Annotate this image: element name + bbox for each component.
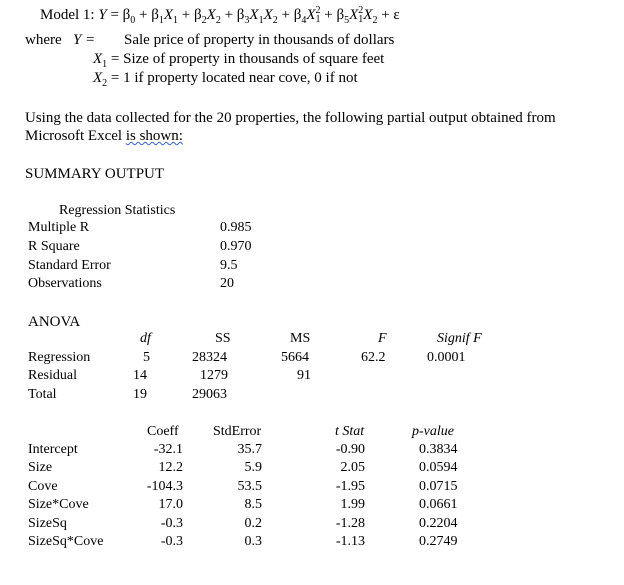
coef-row-label: Cove — [28, 479, 58, 494]
coef-cell-tstat: -1.95 — [335, 479, 365, 494]
model-label: Model 1: — [40, 7, 95, 23]
coef-header-tstat: t Stat — [335, 424, 365, 439]
anova-row-label: Regression — [28, 350, 91, 365]
anova-header-df: df — [140, 331, 151, 346]
x2-definition: 1 if property located near cove, 0 if not — [123, 70, 358, 86]
regstats-label: R Square — [28, 239, 80, 254]
coef-row-label: Size — [28, 460, 53, 475]
coef-row-label: SizeSq — [28, 516, 67, 531]
y-definition: Sale price of property in thousands of dollars — [124, 32, 395, 48]
x1-line: $X_1$ = Size of property in thousands of square feet — [93, 51, 385, 70]
coef-row-label: Size*Cove — [28, 497, 89, 512]
x1-definition: Size of property in thousands of square feet — [123, 51, 385, 67]
coef-header-stderr: StdError — [213, 424, 262, 439]
regstats-label: Standard Error — [28, 258, 111, 273]
anova-cell-df: 14 — [133, 368, 147, 383]
where-label: where — [25, 32, 62, 48]
intro-line-1: Using the data collected for the 20 properties, the following partial output obtained from — [25, 110, 556, 126]
anova-title: ANOVA — [28, 314, 81, 330]
coef-cell-pvalue: 0.0594 — [419, 460, 458, 475]
coef-cell-tstat: 1.99 — [340, 497, 365, 512]
coef-cell-stderr: 0.2 — [244, 516, 262, 531]
anova-row-label: Total — [28, 387, 57, 402]
coef-header-pvalue: p-value — [412, 424, 454, 439]
coef-cell-pvalue: 0.0661 — [419, 497, 458, 512]
regstats-label: Multiple R — [28, 220, 90, 235]
coef-cell-pvalue: 0.2204 — [419, 516, 458, 531]
anova-cell-ss: 1279 — [200, 368, 228, 383]
coef-cell-coeff: -104.3 — [146, 479, 183, 494]
anova-cell-ss: 29063 — [192, 387, 227, 402]
anova-row-label: Residual — [28, 368, 77, 383]
anova-cell-ms: 5664 — [281, 350, 309, 365]
intro-underlined: is shown: — [125, 128, 183, 144]
coef-cell-stderr: 53.5 — [237, 479, 262, 494]
equation-epsilon: + ε — [381, 7, 400, 23]
anova-header-ss: SS — [215, 331, 231, 346]
coef-cell-stderr: 35.7 — [237, 442, 262, 457]
coef-cell-coeff: 12.2 — [158, 460, 183, 475]
anova-cell-ms: 91 — [297, 368, 311, 383]
coef-cell-stderr: 8.5 — [244, 497, 262, 512]
coef-cell-tstat: -1.13 — [335, 534, 365, 549]
anova-cell-ss: 28324 — [192, 350, 227, 365]
anova-header-sig: Signif F — [437, 331, 482, 346]
y-equals: = — [86, 32, 95, 48]
coef-header-coeff: Coeff — [147, 424, 179, 439]
coef-cell-tstat: -1.28 — [335, 516, 365, 531]
coef-row-label: Intercept — [28, 442, 78, 457]
anova-cell-sig: 0.0001 — [427, 350, 466, 365]
regstats-value: 0.970 — [220, 239, 252, 254]
coef-cell-coeff: -32.1 — [153, 442, 183, 457]
y-symbol: Y — [73, 32, 82, 48]
anova-cell-df: 5 — [143, 350, 150, 365]
regstats-title: Regression Statistics — [59, 203, 176, 218]
intro-line-2: Microsoft Excel is shown: — [25, 128, 183, 144]
coef-cell-coeff: -0.3 — [160, 534, 183, 549]
regstats-label: Observations — [28, 276, 102, 291]
coef-cell-tstat: 2.05 — [340, 460, 365, 475]
coef-row-label: SizeSq*Cove — [28, 534, 104, 549]
summary-title: SUMMARY OUTPUT — [25, 166, 165, 182]
anova-cell-df: 19 — [133, 387, 147, 402]
x2-line: $X_2 = 1$ if property located near cove, 0 if not — [93, 70, 358, 89]
anova-cell-f: 62.2 — [361, 350, 386, 365]
regstats-value: 20 — [220, 276, 234, 291]
coef-cell-stderr: 5.9 — [244, 460, 262, 475]
coef-cell-coeff: 17.0 — [158, 497, 183, 512]
coef-cell-coeff: -0.3 — [160, 516, 183, 531]
anova-header-f: F — [378, 331, 387, 346]
coef-cell-pvalue: 0.0715 — [419, 479, 458, 494]
anova-header-ms: MS — [290, 331, 311, 346]
coef-cell-pvalue: 0.3834 — [419, 442, 458, 457]
regstats-value: 9.5 — [220, 258, 238, 273]
model-equation: Model 1: $Y = \beta_0 + \beta_1X_1 + \beta_2X_2 + \beta_3X_1X_2 + \beta_4X2$ $1 + \beta_5X2$ $1X_2 + \varepsilon$ — [40, 5, 400, 26]
coef-cell-pvalue: 0.2749 — [419, 534, 458, 549]
coef-cell-tstat: -0.90 — [335, 442, 365, 457]
coef-cell-stderr: 0.3 — [244, 534, 262, 549]
regstats-value: 0.985 — [220, 220, 252, 235]
